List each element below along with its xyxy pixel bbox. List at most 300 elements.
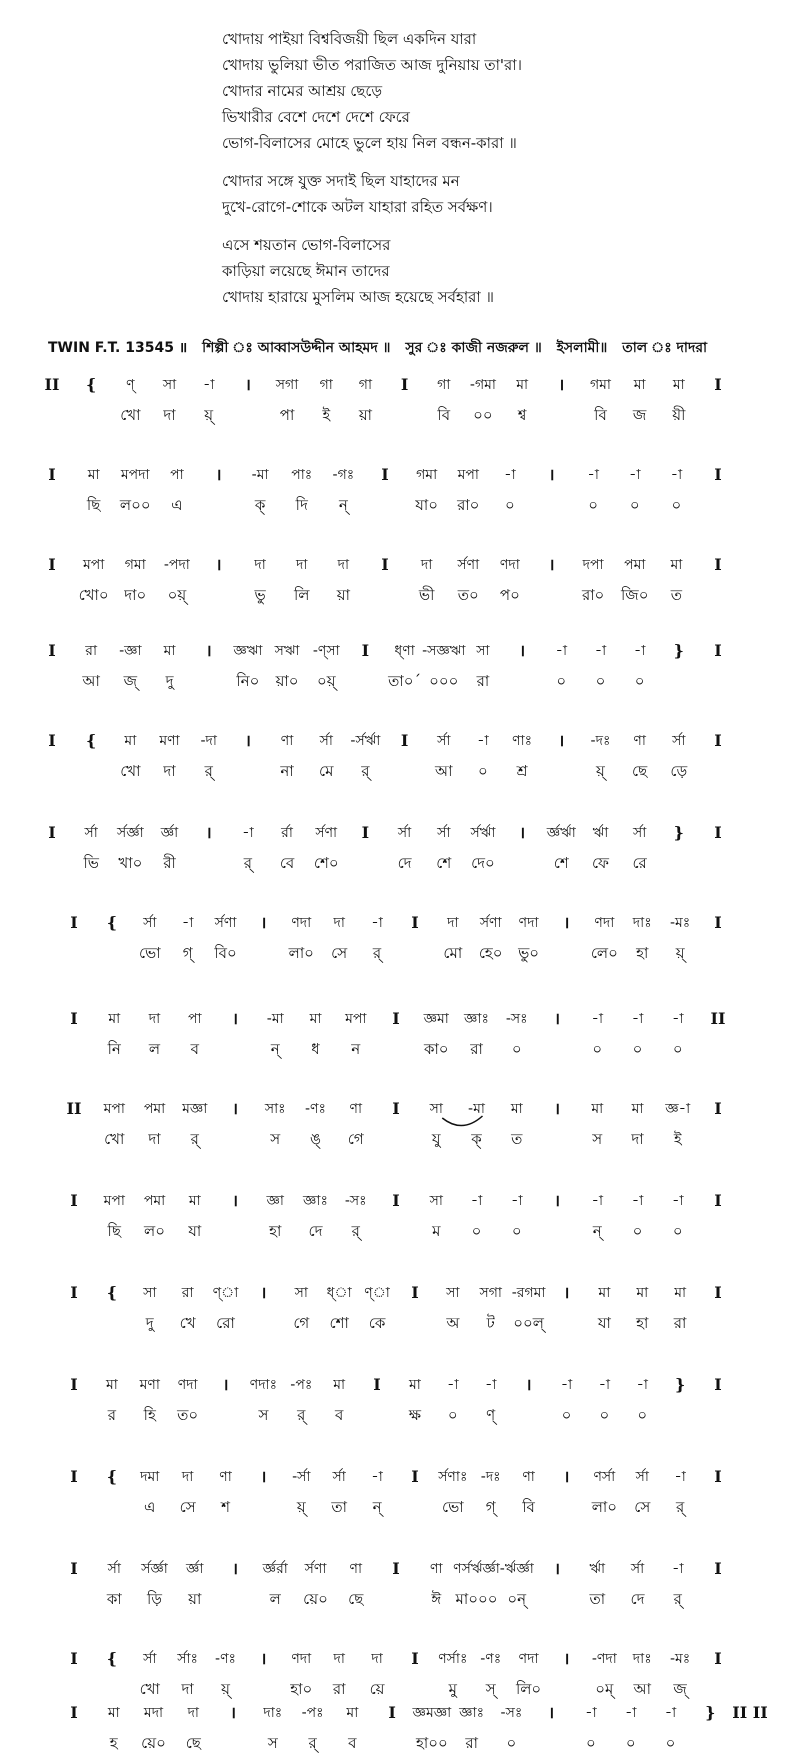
poem-line: এসে শয়তান ভোগ-বিলাসের [222,236,391,254]
swara-note: দা [447,915,459,931]
lyric-syllable: ব [348,1734,357,1752]
swara-note: -ণঃ [480,1651,502,1667]
poem-line: ভিখারীর বেশে দেশে দেশে ফেরে [222,108,410,126]
lyric-syllable: ০০০ [429,672,459,690]
lyric-syllable: প০ [499,586,520,604]
lyric-syllable: র্ [190,1130,199,1148]
lyric-syllable: আ [435,762,453,780]
lyric-syllable: জ [632,406,647,424]
lyric-syllable: ০ [665,1734,676,1752]
swara-note: দমা [140,1469,160,1485]
lyric-syllable: শো [329,1314,349,1332]
swara-note: মা [105,1377,118,1393]
swara-note: -া [555,643,568,659]
bar-line: I [392,1559,400,1578]
lyric-syllable: হে০ [478,944,503,962]
lyric-syllable: ০ [637,1406,648,1424]
lyric-syllable: ভি [83,854,99,872]
lyric-syllable: ন্ [592,1222,602,1240]
lyric-syllable: ০ [599,1406,610,1424]
bar-line: I [48,731,56,750]
bar-line: I [714,731,722,750]
bar-line: I [714,1283,722,1302]
swara-note: -মা [251,467,269,483]
bar-line: । [548,555,555,574]
lyric-syllable: লা০ [591,1498,617,1516]
swara-note: র্সণা [479,915,502,931]
lyric-syllable: ম [432,1222,441,1240]
notation-row [62,1370,730,1430]
lyric-syllable: রা [332,1680,346,1698]
swara-note: পমা [624,557,646,573]
swara-note: পা [170,467,184,483]
lyric-syllable: ন্ [372,1498,382,1516]
swara-note: র্সা [107,1561,121,1577]
lyric-syllable: ০ [511,1222,522,1240]
lyric-syllable: ছে [348,1590,364,1608]
swara-note: সা [446,1285,460,1301]
lyric-syllable: দে [630,1590,645,1608]
swara-note: ণা [349,1561,363,1577]
lyric-syllable: ছে [185,1734,201,1752]
lyric-syllable: ব [190,1040,199,1058]
bar-line: । [244,731,251,750]
lyric-syllable: খা০ [118,854,143,872]
bar-line: । [215,465,222,484]
lyric-syllable: বে [279,854,295,872]
poem-line: খোদার নামের আশ্রয় ছেড়ে [222,82,383,100]
lyric-syllable: ভো [442,1498,464,1516]
bar-line: I [392,1191,400,1210]
swara-note: মা [346,1705,359,1721]
swara-note: মপা [103,1193,125,1209]
swara-note: -মঃ [669,915,691,931]
lyric-syllable: রো [216,1314,235,1332]
bar-line: I [70,1009,78,1028]
lyric-syllable: ত [670,586,683,604]
bar-line: । [519,823,526,842]
swara-note: গমা [416,467,438,483]
swara-note: -া [674,1469,686,1485]
lyric-syllable: বি০ [214,944,237,962]
swara-note: ধ্া [326,1285,352,1301]
swara-note: র্সা [319,733,333,749]
lyric-syllable: শ্র [516,762,528,780]
swara-note: -া [671,1193,684,1209]
lyric-syllable: দু [145,1314,154,1332]
swara-note: -পঃ [290,1377,313,1393]
swara-note: গা [319,377,333,393]
bar-line: I [411,1467,419,1486]
repeat-brace: { [86,375,97,394]
swara-note: মা [510,1101,523,1117]
lyric-syllable: ফে [591,854,609,872]
lyric-syllable: রা [470,1040,483,1058]
swara-note: -া [202,377,215,393]
bar-line: । [553,1559,561,1578]
lyric-syllable: দে০ [471,854,495,872]
swara-note: -মা [468,1101,485,1117]
bar-line: I [714,465,722,484]
lyric-syllable: ধ [311,1040,320,1058]
lyric-syllable: খে [179,1314,196,1332]
lyric-line [40,848,730,878]
swara-note: সগা [479,1285,502,1301]
swara-note: সগা [275,377,299,393]
bar-line: । [563,1283,570,1302]
lyric-syllable: শ [221,1498,230,1516]
lyric-syllable: দা [163,406,176,424]
bar-line: । [231,1191,239,1210]
lyric-syllable: গে [347,1130,364,1148]
lyric-syllable: ০য়্ [316,672,336,690]
bar-line: II [710,1009,726,1028]
lyric-syllable: স্ [485,1680,496,1698]
swara-note: -র্ঋর্জ্ঞা [499,1561,534,1577]
lyric-syllable: পা [279,406,295,424]
lyric-syllable: আ [633,1680,651,1698]
lyric-syllable: য়ে [369,1680,385,1698]
lyric-syllable: মে [319,762,334,780]
bar-line: I [70,1191,78,1210]
lyric-syllable: হা০ [290,1680,313,1698]
swara-note: সা [476,643,490,659]
swara-note: র্সা [672,733,686,749]
swara-note: -া [371,915,383,931]
lyric-syllable: ০০ [473,406,493,424]
swara-note: র্জ্ঞর্ঋা [546,825,576,841]
bar-line: । [563,1649,570,1668]
swara-note: -া [624,1705,637,1721]
swara-note: রা [181,1285,194,1301]
swara-note: র্সা [84,825,98,841]
lyric-syllable: মো [443,944,463,962]
lyric-syllable: লি০ [515,1680,542,1698]
lyric-syllable: যু [431,1130,441,1148]
swara-note: ণদা [291,1651,312,1667]
poem-lyrics [222,26,762,322]
swara-note: ণদা [291,915,312,931]
swara-note: পমা [143,1101,166,1117]
poem-line: কাড়িয়া লয়েছে ঈমান তাদের [222,262,390,280]
poem-stanza-3 [222,232,762,310]
swara-note: -রগমা [511,1285,546,1301]
lyric-syllable: ছি [86,496,101,514]
bar-line: । [525,1375,532,1394]
lyric-syllable: গ্ [182,944,193,962]
swara-note: মা [591,1101,604,1117]
lyric-syllable: দু [165,672,174,690]
swara-note: জ্ঞমা [423,1011,449,1027]
lyric-syllable: ঈ [431,1590,442,1608]
lyric-syllable: ০ [586,1734,596,1752]
swara-note: সা [429,1193,443,1209]
swara-note: দাঃ [263,1705,283,1721]
poem-stanza-2 [222,168,762,220]
swara-note: -জ্ঞা [119,643,142,659]
swara-note: র্সা [143,1651,157,1667]
bar-line: I [381,555,389,574]
bar-line: । [553,1099,561,1118]
bar-line: I [70,1703,78,1722]
lyric-syllable: ০ [506,1734,517,1752]
bar-line: । [222,1375,229,1394]
repeat-brace: { [106,1649,118,1668]
bar-line: I [392,1009,400,1028]
swara-note: র্সা [630,1561,645,1577]
poem-line: খোদায় পাইয়া বিশ্ববিজয়ী ছিল একদিন যারা [222,30,477,48]
swara-note: দাঃ [632,915,652,931]
lyric-syllable: সে [634,1498,651,1516]
lyric-syllable: ০০ল্ [513,1314,544,1332]
lyric-syllable: নি০ [236,672,260,690]
swara-note: ণদা [499,557,520,573]
repeat-brace: { [106,1467,118,1486]
swara-note: -ণ্সা [312,643,340,659]
swara-note: দা [181,1469,194,1485]
lyric-syllable: ত০ [177,1406,199,1424]
lyric-line [62,1034,730,1064]
lyric-syllable: র্ [675,1498,685,1516]
lyric-syllable: খো [120,762,141,780]
notation-row [62,1698,768,1758]
lyric-syllable: কে [368,1314,386,1332]
lyric-syllable: য়া [188,1590,202,1608]
swara-note: -া [633,643,646,659]
bar-line: I [714,1191,722,1210]
lyric-syllable: দা০ [124,586,147,604]
lyric-syllable: ঙ্ [309,1130,322,1148]
lyric-syllable: ক্ [254,496,266,514]
swara-note: মা [107,1705,120,1721]
swara-note: -া [671,1011,684,1027]
lyric-syllable: দা [631,1130,644,1148]
swara-note: ধ্ণা [394,643,415,659]
swara-note: র্সা [635,1469,649,1485]
lyric-line [62,1308,730,1338]
lyric-syllable: কা০ [423,1040,449,1058]
swara-line [62,1644,730,1674]
swara-note: র্সাঃ [177,1651,199,1667]
lyric-syllable: যা [188,1222,202,1240]
swara-note: -ণঃ [215,1651,237,1667]
swara-note: র্জ্ঞা [186,1561,204,1577]
bar-line: I [381,465,389,484]
swara-note: সা [143,1285,157,1301]
swara-line [62,1094,730,1124]
lyric-syllable: না [280,762,294,780]
swara-note: -গঃ [332,467,355,483]
lyric-line [40,666,730,696]
swara-note: দাঃ [632,1651,652,1667]
bar-line: I [70,913,78,932]
swara-note: মপা [103,1101,125,1117]
swara-line [40,550,730,580]
swara-note: দা [333,1651,345,1667]
lyric-syllable: ত০ [457,586,479,604]
lyric-syllable: ০ [595,672,606,690]
lyric-line [62,1400,730,1430]
swara-note: র্সণাঃ [438,1469,468,1485]
lyric-syllable: লা০ [288,944,314,962]
lyric-syllable: আ [82,672,100,690]
poem-line: খোদায় হারায়ে মুসলিম আজ হয়েছে সর্বহারা ॥ [222,288,495,306]
swara-note: র্ঋা [589,1561,606,1577]
lyric-syllable: ভো [138,944,161,962]
swara-note: পাঃ [291,467,313,483]
lyric-syllable: ০ [478,762,488,780]
lyric-syllable: জ্ [123,672,138,690]
lyric-syllable: হা [269,1222,282,1240]
lyric-syllable: ল [269,1590,281,1608]
bar-line: I [400,375,409,394]
lyric-syllable: য়্ [221,1680,230,1698]
bar-line: I [400,731,409,750]
lyric-syllable: ছে [632,762,648,780]
swara-line [62,1462,730,1492]
lyric-syllable: ভু০ [518,944,540,962]
swara-note: -া [591,1193,604,1209]
lyric-syllable: ছি [107,1222,121,1240]
bar-line: I [411,913,419,932]
lyric-syllable: ন [351,1040,361,1058]
swara-note: মা [87,467,100,483]
bar-line: I [411,1283,419,1302]
lyric-syllable: শে [436,854,452,872]
swara-note: -া [477,733,489,749]
notation-row [62,1278,730,1338]
swara-note: -া [504,467,516,483]
notation-row [40,726,730,786]
swara-line [62,1278,730,1308]
lyric-syllable: র্ [361,762,370,780]
bar-line: I [48,555,56,574]
swara-line [62,1186,730,1216]
song-info-header [48,336,760,360]
lyric-syllable: দা [163,762,176,780]
lyric-line [62,938,730,968]
swara-note: ণা [429,1561,443,1577]
lyric-syllable: ০ [504,496,515,514]
bar-line: I [714,1559,722,1578]
notation-row [62,908,730,968]
swara-note: সা [162,377,177,393]
poem-line: খোদার সঙ্গে যুক্ত সদাই ছিল যাহাদের মন [222,172,460,190]
lyric-syllable: ০ [629,496,640,514]
bar-line: । [260,1467,267,1486]
swara-note: দা [420,557,433,573]
lyric-syllable: বি [594,406,607,424]
taal-label: তাল ঃ দাদরা [622,340,708,356]
swara-note: র্সর্জ্ঞা [116,825,144,841]
lyric-syllable: ড়ি [147,1590,162,1608]
notation-row [40,550,730,610]
swara-note: ণা [633,733,646,749]
swara-note: মণা [139,1377,160,1393]
lyric-syllable: ণ্ [486,1406,496,1424]
lyric-syllable: ক্ [471,1130,482,1148]
notation-row [62,1186,730,1246]
lyric-syllable: শে [553,854,569,872]
lyric-syllable: বি [522,1498,535,1516]
notation-row [62,1554,730,1614]
swara-note: মা [633,377,646,393]
lyric-line [40,400,730,430]
swara-note: -া [671,1561,684,1577]
swara-note: র্সর্জ্ঞা [141,1561,168,1577]
swara-note: ণদাঃ [249,1377,278,1393]
swara-note: র্সণা [457,557,480,573]
swara-note: -া [594,643,607,659]
lyric-syllable: য়া [336,586,350,604]
swara-note: মা [636,1285,649,1301]
swara-note: -মা [266,1011,284,1027]
swara-note: ণর্সর্ঋর্জ্ঞা [453,1561,500,1577]
swara-note: ণর্সাঃ [438,1651,468,1667]
swara-line [40,460,730,490]
lyric-line [62,1584,730,1614]
swara-note: -ণদা [591,1651,617,1667]
swara-note: মপদা [120,467,150,483]
lyric-syllable: য়া০ [275,672,299,690]
lyric-syllable: ০ [634,672,645,690]
lyric-syllable: ০ [672,1222,683,1240]
lyric-syllable: দে [397,854,412,872]
bar-line: I [70,1283,78,1302]
swara-note: -া [585,1705,597,1721]
swara-note: র্সা [437,733,451,749]
swara-note: রা [85,643,98,659]
repeat-brace: } [674,1375,686,1394]
swara-note: -র্সা [292,1469,311,1485]
lyric-syllable: খো [120,406,141,424]
swara-note: -দঃ [590,733,611,749]
record-number: TWIN F.T. 13545 ॥ [48,340,188,356]
lyric-line [62,1728,762,1758]
bar-line: । [563,1467,570,1486]
swara-note: দা [371,1651,383,1667]
swara-note: ণর্সা [593,1469,616,1485]
lyric-syllable: লে০ [590,944,618,962]
swara-note: -সজ্ঞঋা [422,643,466,659]
bar-line: I [361,823,370,842]
swara-note: ণদা [518,1651,539,1667]
lyric-syllable: য়্ [296,1498,306,1516]
notation-row [62,1094,730,1154]
swara-note: মা [672,377,685,393]
lyric-syllable: তা [589,1590,606,1608]
lyric-syllable: স [267,1734,278,1752]
bar-line: I [714,375,722,394]
swara-note: মা [188,1193,201,1209]
lyric-syllable: কা [106,1590,122,1608]
lyric-syllable: রা [673,1314,687,1332]
repeat-brace: { [86,731,97,750]
bar-line: । [230,1703,237,1722]
lyric-syllable: মা০০০ [455,1590,498,1608]
notation-row [62,1644,730,1704]
lyric-syllable: যা [597,1314,611,1332]
swara-note: দপা [582,557,604,573]
swara-note: -গমা [469,377,496,393]
swara-note: মা [409,1377,421,1393]
lyric-syllable: রা০ [581,586,605,604]
bar-line: । [548,465,555,484]
swara-note: -দা [200,733,217,749]
lyric-syllable: য়ে০ [141,1734,166,1752]
swara-note: ণদা [177,1377,198,1393]
bar-line: I [714,1649,722,1668]
